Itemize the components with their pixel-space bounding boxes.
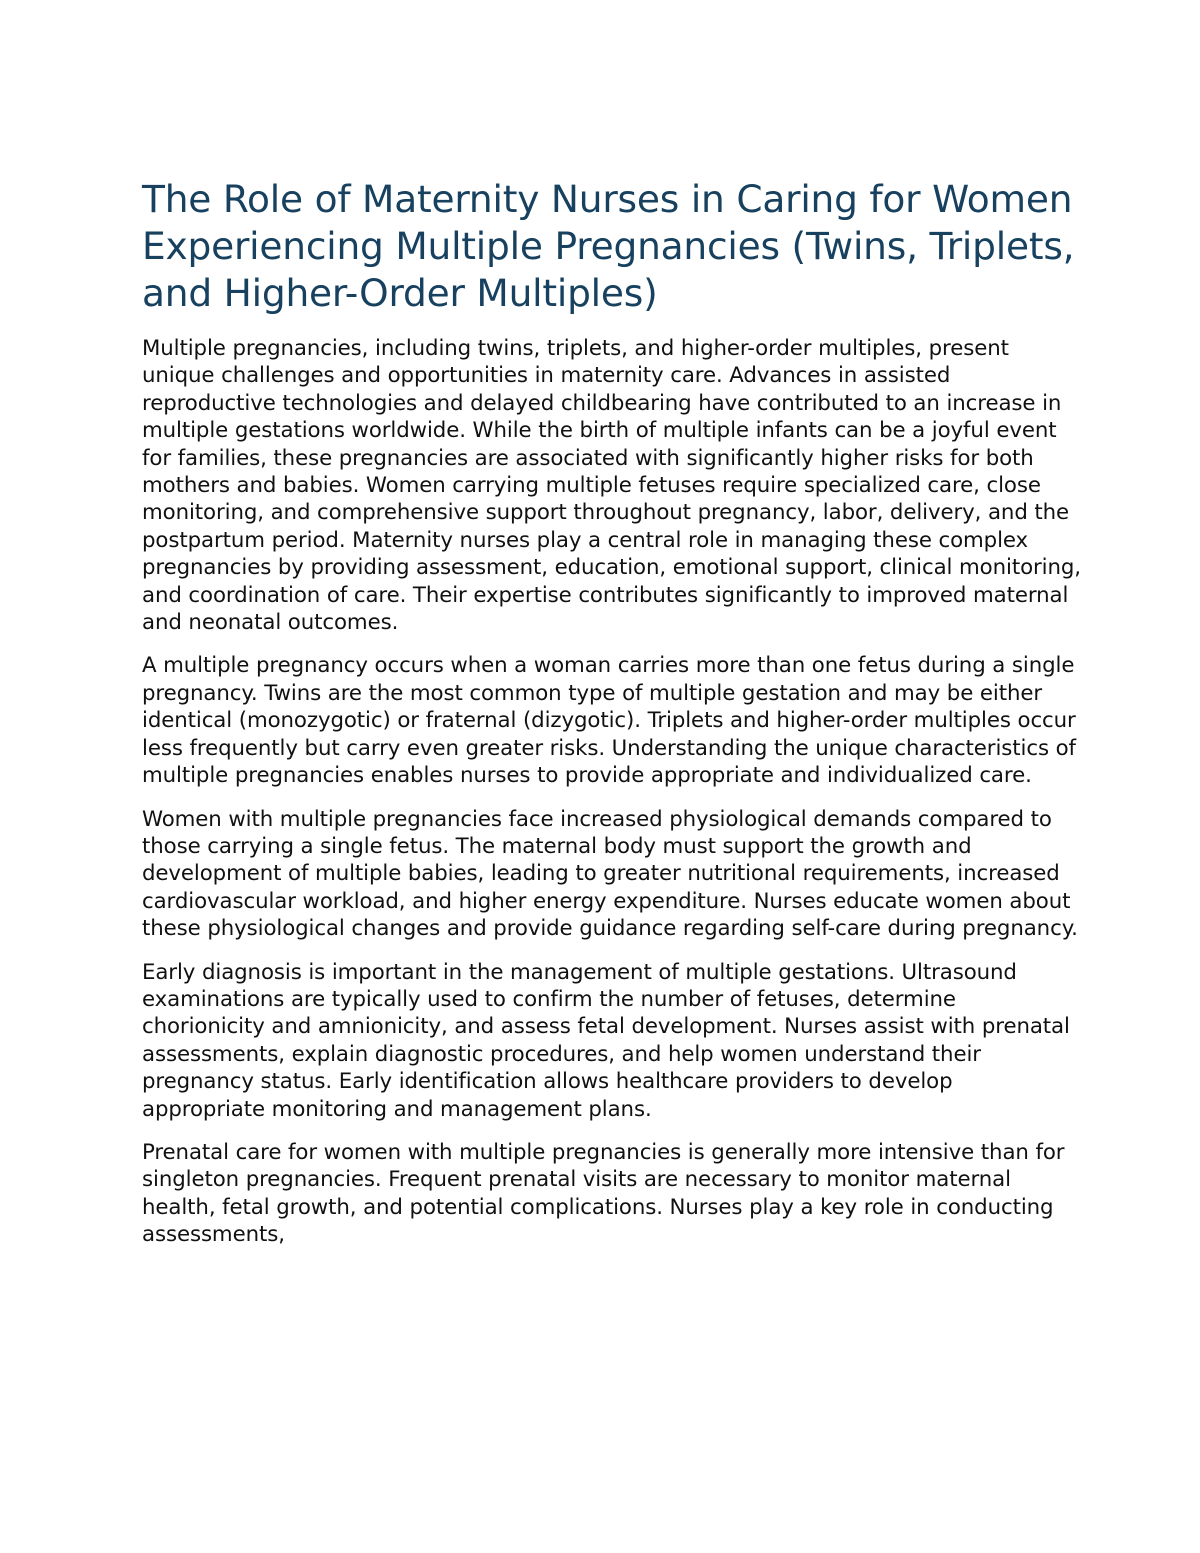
paragraph-diagnosis: Early diagnosis is important in the management of multiple gestations. Ultrasound examinations are typically used to confirm the number of fetuses, determine chorionicity and amnionicity, and assess fetal development. Nurses assist with prenatal assessments, explain diagnostic procedures, and help women understand their pregnancy status. Early identification allows healthcare providers to develop appropriate monitoring and management plans.	[142, 959, 1070, 1122]
paragraph-prenatal-care: Prenatal care for women with multiple pregnancies is generally more intensive than for singleton pregnancies. Frequent prenatal visits are necessary to monitor maternal health, fetal growth, and potential complications. Nurses play a key role in conducting assessments,	[142, 1139, 1065, 1248]
paragraph-intro: Multiple pregnancies, including twins, triplets, and higher-order multiples, present unique challenges and opportunities in maternity care. Advances in assisted reproductive technologies and delayed childbearing have contributed to an increase in multiple gestations worldwide. While the birth of multiple infants can be a joyful event for families, these pregnancies are associated with significantly higher risks for both mothers and babies. Women carrying multiple fetuses require specialized care, close monitoring, and comprehensive support throughout pregnancy, labor, delivery, and the postpartum period. Maternity nurses play a central role in managing these complex pregnancies by providing assessment, education, emotional support, clinical monitoring, and coordination of care. Their expertise contributes significantly to improved maternal and neonatal outcomes.	[142, 336, 1081, 636]
paragraph-definition: A multiple pregnancy occurs when a woman carries more than one fetus during a single pregnancy. Twins are the most common type of multiple gestation and may be either identical (monozygotic) or fraternal (dizygotic). Triplets and higher-order multiples occur less frequently but carry even greater risks. Understanding the unique characteristics of multiple pregnancies enables nurses to provide appropriate and individualized care.	[142, 653, 1076, 789]
paragraph-physiology: Women with multiple pregnancies face increased physiological demands compared to those carrying a single fetus. The maternal body must support the growth and development of multiple babies, leading to greater nutritional requirements, increased cardiovascular workload, and higher energy expenditure. Nurses educate women about these physiological changes and provide guidance regarding self-care during pregnancy.	[142, 806, 1078, 942]
document-title: The Role of Maternity Nurses in Caring for Women Experiencing Multiple Pregnancies (Twins, Triplets, and Higher-Order Multiples)	[142, 177, 1075, 315]
document-body	[142, 176, 1082, 1265]
